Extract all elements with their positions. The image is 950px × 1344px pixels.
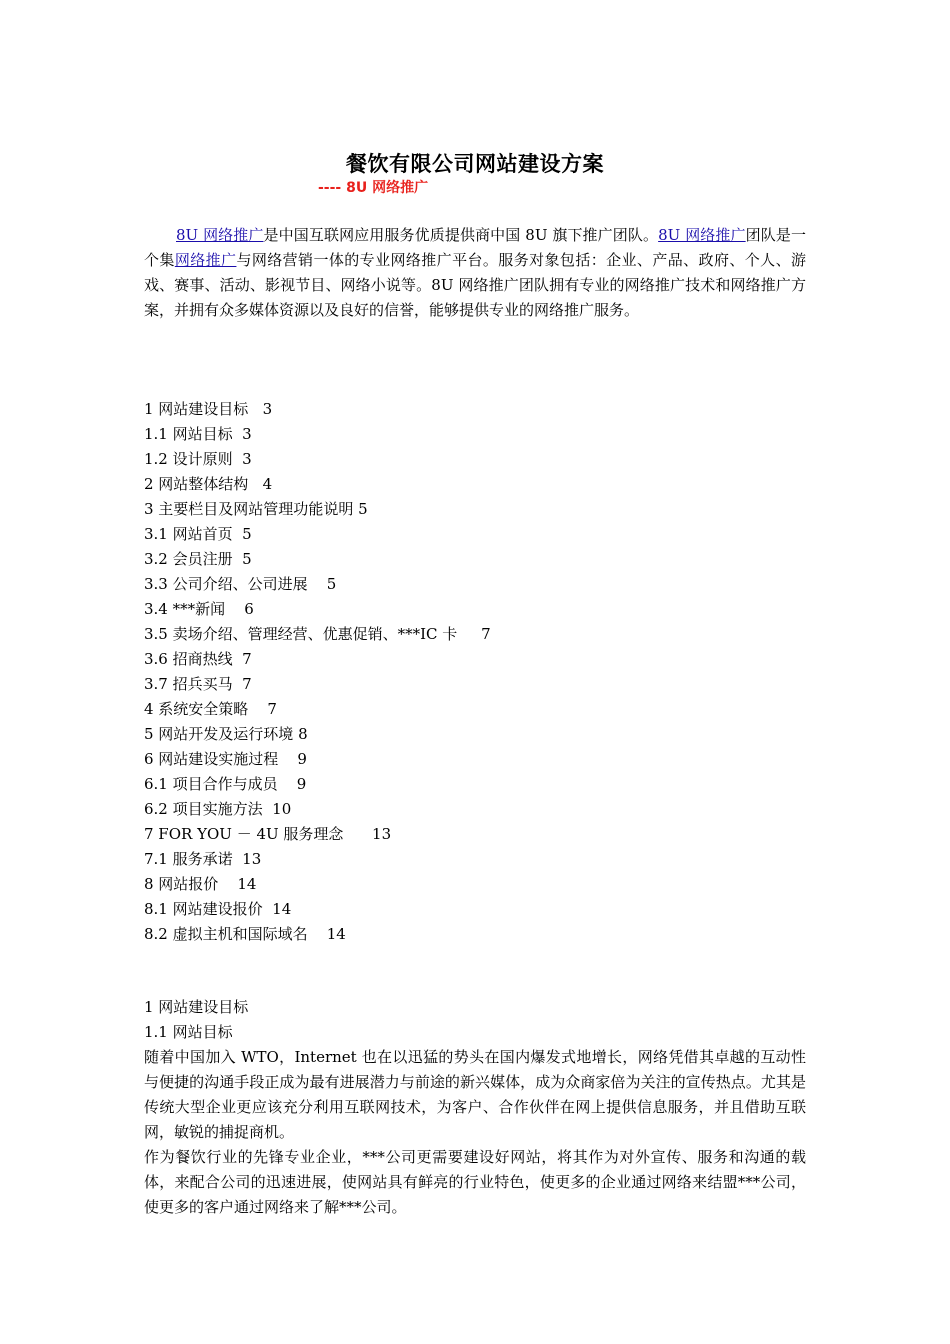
table-of-contents (144, 397, 491, 947)
toc-item-page: 9 (296, 775, 307, 793)
toc-item-spacer (225, 600, 244, 618)
toc-item-label: 3.1 网站首页 (144, 525, 233, 543)
toc-item-spacer (233, 675, 243, 693)
toc-item[interactable] (144, 422, 491, 447)
toc-item-label: 3.6 招商热线 (144, 650, 233, 668)
toc-item-spacer (233, 550, 243, 568)
toc-item[interactable] (144, 597, 491, 622)
intro-text-1: 是中国互联网应用服务优质提供商中国 8U 旗下推广团队。 (263, 226, 659, 244)
toc-item-label: 1.1 网站目标 (144, 425, 233, 443)
toc-item-spacer (278, 775, 297, 793)
toc-item-page: 7 (242, 675, 252, 693)
toc-item-spacer (308, 575, 327, 593)
toc-item[interactable] (144, 647, 491, 672)
toc-item[interactable] (144, 747, 491, 772)
toc-item[interactable] (144, 697, 491, 722)
toc-item-spacer (233, 425, 243, 443)
toc-item[interactable] (144, 522, 491, 547)
intro-link-network-promo[interactable]: 网络推广 (174, 251, 237, 269)
toc-item-page: 4 (262, 475, 273, 493)
toc-item[interactable] (144, 872, 491, 897)
toc-item-page: 3 (242, 425, 252, 443)
toc-item-page: 7 (267, 700, 277, 718)
intro-text-2: 团队是一个集 (144, 226, 806, 269)
toc-item-page: 3 (262, 400, 273, 418)
toc-item-page: 5 (242, 525, 252, 543)
toc-item[interactable] (144, 722, 491, 747)
toc-item-page: 7 (242, 650, 252, 668)
toc-item-label: 8.2 虚拟主机和国际域名 (144, 925, 308, 943)
toc-item-page: 6 (244, 600, 254, 618)
toc-item-spacer (263, 900, 273, 918)
toc-item-label: 3.4 ***新闻 (144, 600, 226, 618)
toc-item-page: 5 (358, 500, 368, 518)
toc-item-spacer (218, 875, 237, 893)
toc-item-page: 5 (242, 550, 252, 568)
toc-item-page: 13 (242, 850, 262, 868)
toc-item-page: 3 (242, 450, 252, 468)
toc-item-label: 1 网站建设目标 (144, 400, 249, 418)
toc-item-page: 9 (297, 750, 307, 768)
toc-item[interactable] (144, 772, 491, 797)
toc-item-spacer (233, 525, 243, 543)
document-title: 餐饮有限公司网站建设方案 (346, 152, 604, 176)
toc-item-label: 5 网站开发及运行环境 (144, 725, 294, 743)
section-heading-1-1: 1.1 网站目标 (144, 1023, 233, 1041)
toc-item[interactable] (144, 472, 491, 497)
toc-item-label: 7 FOR YOU － 4U 服务理念 (144, 825, 344, 843)
toc-item-label: 8.1 网站建设报价 (144, 900, 263, 918)
toc-item[interactable] (144, 497, 491, 522)
intro-link-8u-1[interactable]: 8U 网络推广 (176, 226, 264, 244)
section-paragraph-2: 作为餐饮行业的先锋专业企业，***公司更需要建设好网站，将其作为对外宣传、服务和沟通的载体，来配合公司的迅速进展，使网站具有鲜亮的行业特色，使更多的企业通过网络来结盟***公司，使更多的客户通过网络来了解***公司。 (144, 1148, 806, 1216)
toc-item-spacer (457, 625, 481, 643)
toc-item-spacer (343, 825, 372, 843)
toc-item-label: 6.1 项目合作与成员 (144, 775, 278, 793)
toc-item-label: 3 主要栏目及网站管理功能说明 (144, 500, 354, 518)
toc-item-spacer (233, 450, 243, 468)
intro-text-3: 与网络营销一体的专业网络推广平台。服务对象包括：企业、产品、政府、个人、游戏、赛事、活动、影视节目、网络小说等。8U 网络推广团队拥有专业的网络推广技术和网络推广方案，并拥有众多媒体资源以及良好的信誉，能够提供专业的网络推广服务。 (144, 251, 806, 319)
toc-item-spacer (233, 850, 243, 868)
toc-item-label: 3.5 卖场介绍、管理经营、优惠促销、***IC 卡 (144, 625, 458, 643)
toc-item-spacer (233, 650, 243, 668)
toc-item-spacer (263, 800, 273, 818)
toc-item-label: 3.2 会员注册 (144, 550, 233, 568)
toc-item[interactable] (144, 572, 491, 597)
document-subtitle: ---- 8U 网络推广 (318, 180, 429, 196)
section-paragraph-1: 随着中国加入 WTO，Internet 也在以迅猛的势头在国内爆发式地增长，网络凭借其卓越的互动性与便捷的沟通手段正成为最有进展潜力与前途的新兴媒体，成为众商家倍为关注的宣传热点。尤其是传统大型企业更应该充分利用互联网技术，为客户、合作伙伴在网上提供信息服务，并且借助互联网，敏锐的捕捉商机。 (144, 1048, 806, 1141)
toc-item-label: 3.7 招兵买马 (144, 675, 233, 693)
toc-item-page: 13 (372, 825, 392, 843)
toc-item[interactable] (144, 447, 491, 472)
toc-item-spacer (248, 400, 262, 418)
toc-item-label: 6.2 项目实施方法 (144, 800, 263, 818)
section-body (144, 995, 806, 1220)
toc-item-spacer (308, 925, 327, 943)
toc-item-label: 1.2 设计原则 (144, 450, 233, 468)
toc-item-spacer (248, 475, 262, 493)
toc-item-label: 4 系统安全策略 (144, 700, 249, 718)
toc-item-label: 6 网站建设实施过程 (144, 750, 279, 768)
toc-item-spacer (278, 750, 297, 768)
toc-item-page: 14 (326, 925, 346, 943)
toc-item[interactable] (144, 797, 491, 822)
toc-item-spacer (248, 700, 267, 718)
toc-item-page: 8 (298, 725, 308, 743)
toc-item[interactable] (144, 897, 491, 922)
toc-item-page: 5 (326, 575, 337, 593)
toc-item[interactable] (144, 847, 491, 872)
toc-item[interactable] (144, 922, 491, 947)
intro-paragraph (144, 223, 806, 323)
toc-item-label: 7.1 服务承诺 (144, 850, 233, 868)
toc-item-page: 7 (481, 625, 491, 643)
toc-item-label: 3.3 公司介绍、公司进展 (144, 575, 308, 593)
toc-item-page: 14 (237, 875, 257, 893)
toc-item[interactable] (144, 672, 491, 697)
toc-item[interactable] (144, 822, 491, 847)
toc-item-page: 10 (272, 800, 292, 818)
intro-link-8u-2[interactable]: 8U 网络推广 (658, 226, 746, 244)
toc-item[interactable] (144, 547, 491, 572)
toc-item[interactable] (144, 397, 491, 422)
section-heading-1: 1 网站建设目标 (144, 998, 249, 1016)
toc-item[interactable] (144, 622, 491, 647)
toc-item-page: 14 (272, 900, 292, 918)
toc-item-label: 8 网站报价 (144, 875, 219, 893)
toc-item-label: 2 网站整体结构 (144, 475, 249, 493)
